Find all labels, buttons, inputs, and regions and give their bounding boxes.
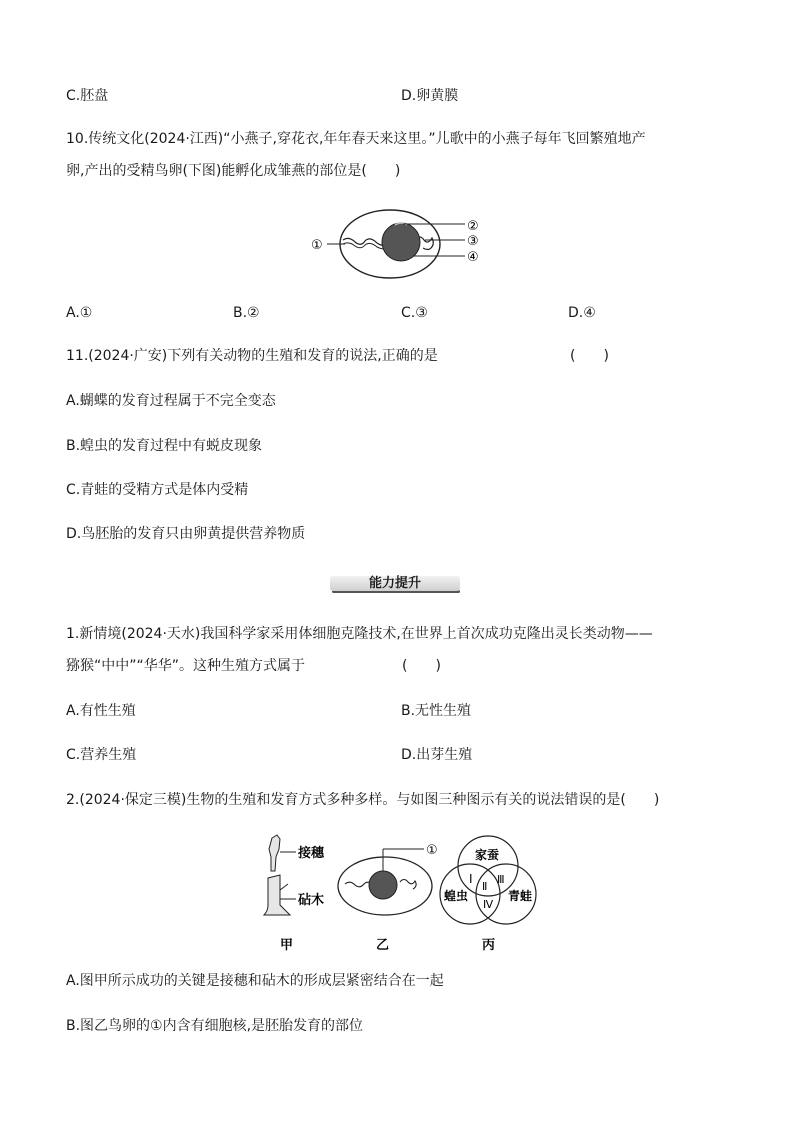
venn-region-2: Ⅱ	[482, 880, 488, 893]
p2-stem: 2.(2024·保定三模)生物的生殖和发育方式多种多样。与如图三种图示有关的说法错误的是( )	[66, 792, 660, 808]
caption-jia: 甲	[280, 938, 294, 953]
q11-answer-paren: ( )	[570, 348, 609, 364]
grafting-figure	[264, 835, 325, 953]
q11-option-b: B.蝗虫的发育过程中有蜕皮现象	[66, 438, 263, 454]
egg-label-1: ①	[311, 238, 323, 253]
three-figures	[250, 830, 550, 958]
venn-diagram	[440, 836, 536, 953]
q10-stem-line2: 卵,产出的受精鸟卵(下图)能孵化成雏燕的部位是( )	[66, 163, 401, 179]
q10-option-d: D.④	[568, 305, 596, 321]
venn-silkworm: 家蚕	[475, 848, 500, 862]
egg-figure	[305, 200, 495, 290]
label-scion: 接穗	[298, 846, 325, 861]
q10-option-c: C.③	[401, 305, 428, 321]
q11-option-a: A.蝴蝶的发育过程属于不完全变态	[66, 393, 276, 409]
egg-label-4: ④	[467, 250, 479, 265]
p1-answer-paren: ( )	[402, 658, 441, 674]
q11-option-d: D.鸟胚胎的发育只由卵黄提供营养物质	[66, 526, 306, 542]
egg-marker-1: ①	[426, 843, 438, 858]
p2-option-a: A.图甲所示成功的关键是接穗和砧木的形成层紧密结合在一起	[66, 973, 444, 989]
section-header	[330, 576, 460, 594]
p1-option-b: B.无性生殖	[401, 703, 472, 719]
q10-option-b: B.②	[233, 305, 260, 321]
q9-option-c: C.胚盘	[66, 88, 109, 104]
caption-yi: 乙	[376, 938, 390, 953]
egg-label-3: ③	[467, 234, 479, 249]
q9-option-d: D.卵黄膜	[401, 88, 459, 104]
q11-stem: 11.(2024·广安)下列有关动物的生殖和发育的说法,正确的是	[66, 348, 438, 364]
section-title: 能力提升	[368, 576, 421, 591]
p1-stem-line1: 1.新情境(2024·天水)我国科学家采用体细胞克隆技术,在世界上首次成功克隆出灵长类动物——	[66, 626, 653, 642]
venn-region-3: Ⅲ	[497, 873, 505, 886]
venn-region-1: Ⅰ	[469, 872, 473, 886]
venn-region-4: Ⅳ	[483, 898, 494, 911]
q10-option-a: A.①	[66, 305, 93, 321]
q11-option-c: C.青蛙的受精方式是体内受精	[66, 482, 249, 498]
venn-frog: 青蛙	[508, 889, 533, 903]
venn-locust: 蝗虫	[444, 889, 469, 903]
label-rootstock: 砧木	[298, 893, 325, 908]
caption-bing: 丙	[482, 938, 496, 953]
p1-option-d: D.出芽生殖	[401, 747, 473, 763]
egg-label-2: ②	[467, 219, 479, 234]
p1-option-a: A.有性生殖	[66, 703, 136, 719]
p2-option-b: B.图乙鸟卵的①内含有细胞核,是胚胎发育的部位	[66, 1018, 364, 1034]
p1-option-c: C.营养生殖	[66, 747, 137, 763]
egg-figure-small	[338, 843, 438, 953]
p1-stem-line2: 猕猴“中中”“华华”。这种生殖方式属于	[66, 658, 306, 674]
q10-stem-line1: 10.传统文化(2024·江西)“小燕子,穿花衣,年年春天来这里。”儿歌中的小燕子每年飞回繁殖地产	[66, 131, 646, 147]
